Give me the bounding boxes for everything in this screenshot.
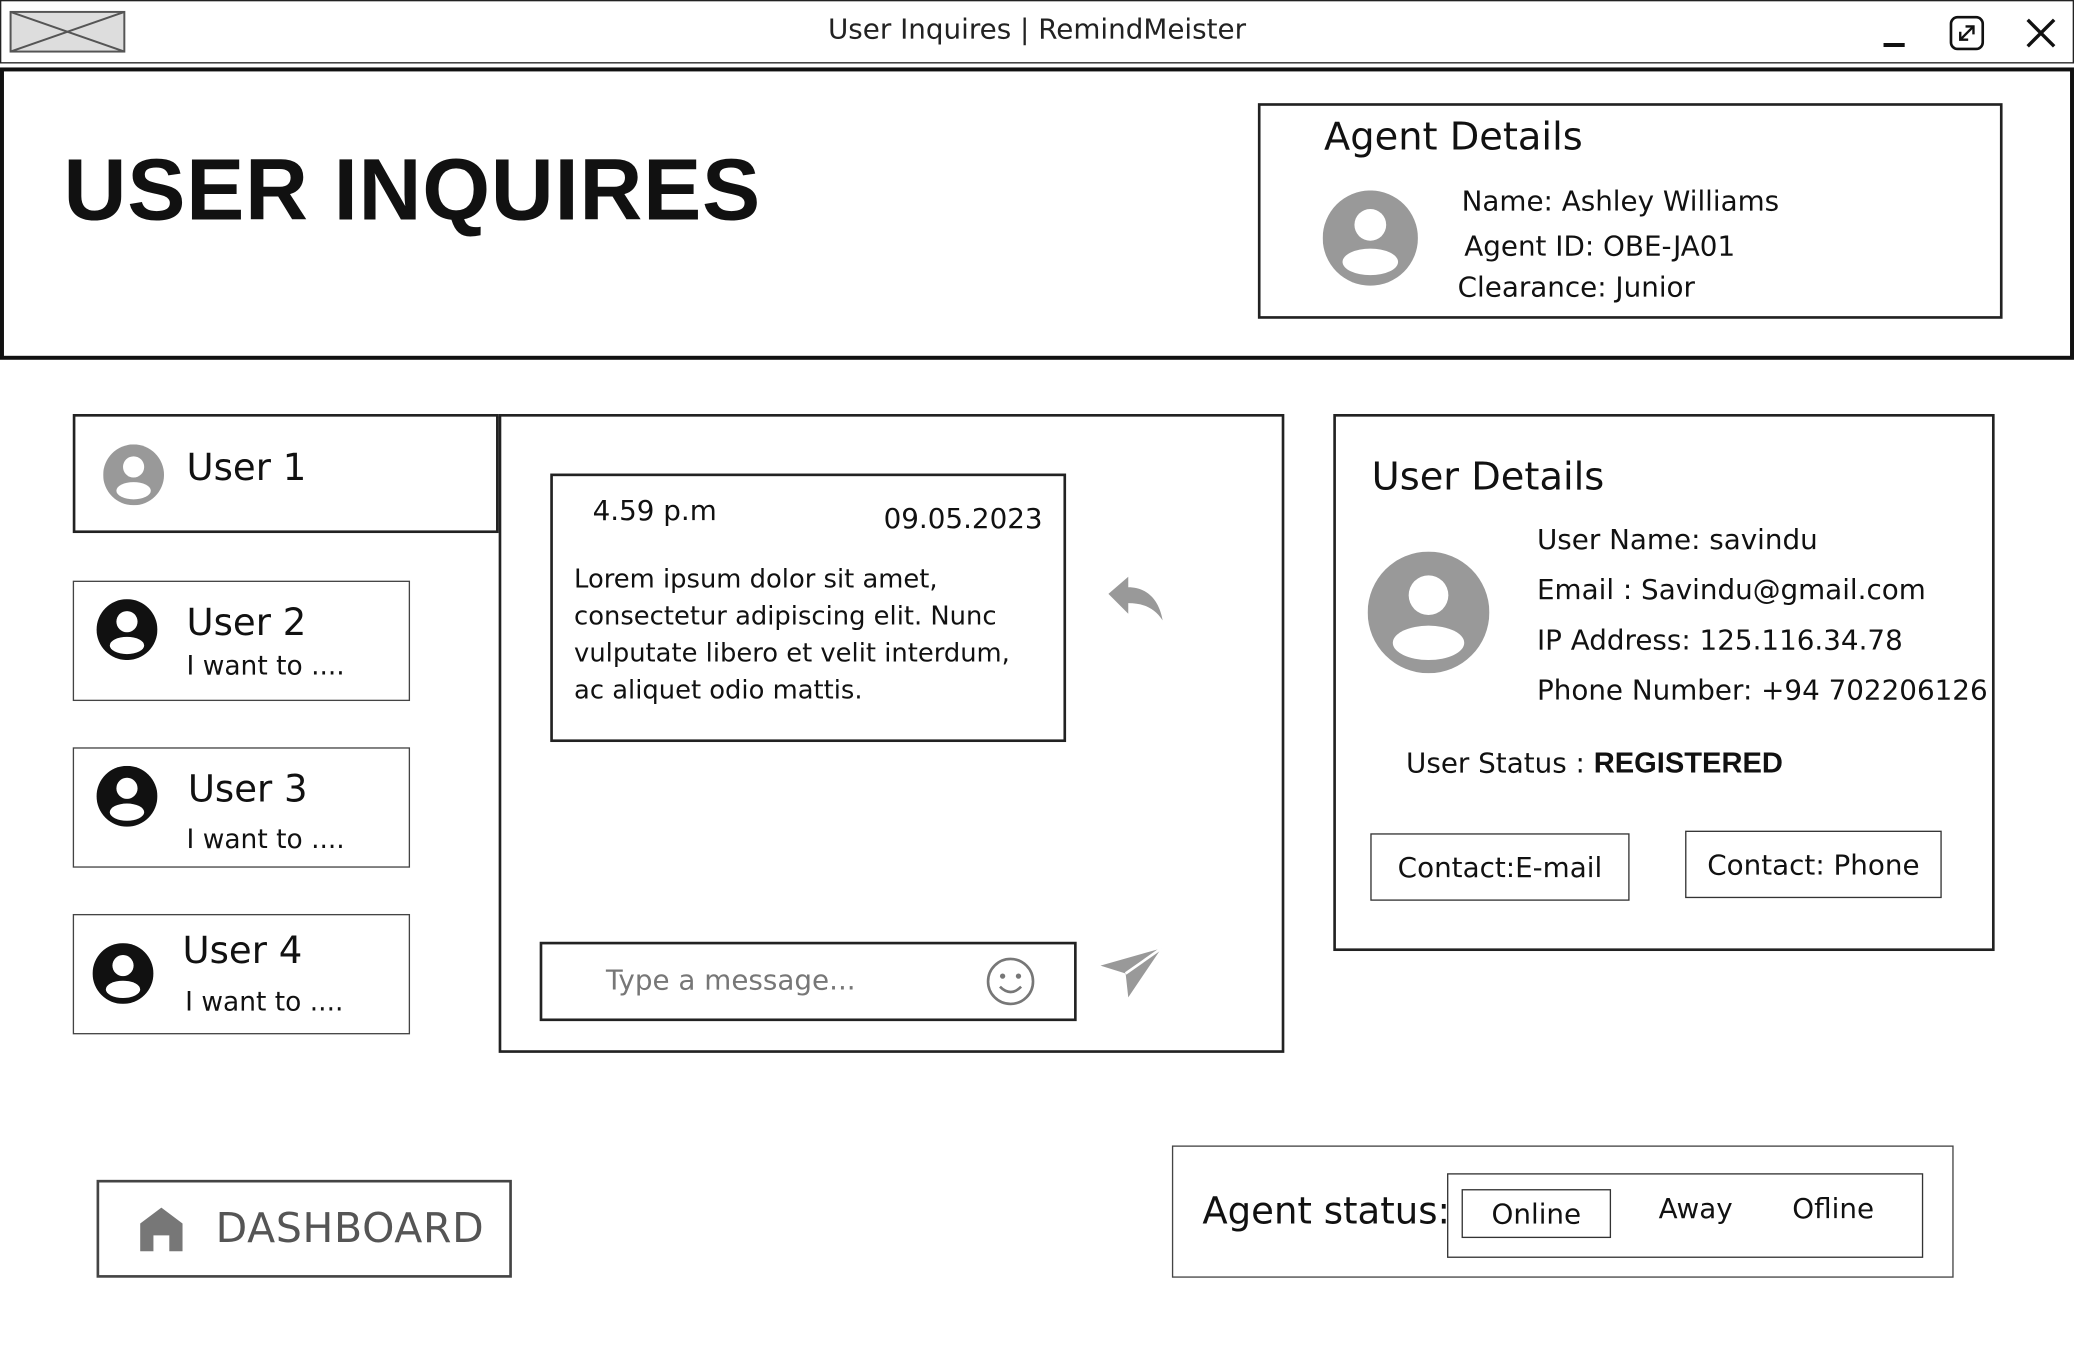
message-body: Lorem ipsum dolor sit amet, consectetur adipiscing elit. Nunc vulputate libero et velit interdum, ac aliquet odio mattis.	[574, 563, 1010, 705]
conversation-preview: I want to ....	[185, 985, 344, 1018]
conversation-item-user-3[interactable]	[73, 747, 410, 867]
contact-email-button[interactable]: Contact:E-mail	[1370, 833, 1629, 900]
message-date: 09.05.2023	[883, 502, 1043, 535]
conversation-item-user-2[interactable]	[73, 581, 410, 701]
agent-status-label: Agent status:	[1202, 1189, 1451, 1233]
user-status-value: REGISTERED	[1593, 746, 1783, 780]
status-option-away[interactable]: Away	[1658, 1193, 1733, 1225]
conversation-item-user-1[interactable]	[73, 414, 499, 533]
conversation-name: User 2	[186, 600, 307, 645]
user-status	[1406, 746, 1783, 780]
message-input[interactable]	[566, 952, 963, 1008]
window-title: User Inquires | RemindMeister	[827, 13, 1247, 45]
dashboard-label: DASHBOARD	[215, 1204, 485, 1253]
agent-id: Agent ID: OBE-JA01	[1464, 230, 1736, 262]
home-icon	[138, 1205, 186, 1253]
close-icon[interactable]	[2021, 13, 2061, 53]
conversation-preview: I want to ....	[186, 822, 345, 855]
minimize-icon[interactable]	[1874, 13, 1914, 53]
emoji-icon[interactable]	[985, 956, 1035, 1006]
user-avatar-icon	[97, 599, 158, 660]
conversation-name: User 1	[186, 445, 307, 490]
send-icon[interactable]	[1098, 944, 1164, 1000]
status-option-online[interactable]: Online	[1462, 1189, 1611, 1238]
user-phone-field: Phone Number: +94 702206126	[1536, 674, 1988, 707]
user-avatar-icon	[93, 943, 154, 1004]
agent-clearance: Clearance: Junior	[1457, 271, 1695, 303]
user-details-heading: User Details	[1371, 453, 1605, 499]
user-status-prefix: User Status :	[1406, 747, 1594, 780]
user-name-field: User Name: savindu	[1536, 523, 1818, 556]
user-ip-field: IP Address: 125.116.34.78	[1536, 624, 1903, 657]
contact-phone-button[interactable]: Contact: Phone	[1685, 831, 1942, 898]
status-option-offline[interactable]: Ofline	[1792, 1193, 1875, 1225]
conversation-name: User 3	[187, 767, 308, 811]
conversation-preview: I want to ....	[186, 649, 345, 682]
user-avatar-icon	[97, 766, 158, 827]
agent-details-heading: Agent Details	[1324, 113, 1583, 159]
user-avatar-icon	[103, 444, 164, 505]
page-title: USER INQUIRES	[63, 140, 761, 239]
message-time: 4.59 p.m	[592, 494, 717, 527]
reply-icon[interactable]	[1106, 573, 1167, 626]
agent-name: Name: Ashley Williams	[1461, 185, 1780, 217]
user-profile-avatar-icon	[1368, 552, 1490, 674]
agent-avatar-icon	[1323, 190, 1418, 285]
maximize-icon[interactable]	[1947, 13, 1987, 53]
user-email-field: Email : Savindu@gmail.com	[1536, 574, 1926, 606]
conversation-name: User 4	[182, 928, 303, 973]
conversation-item-user-4[interactable]	[73, 914, 410, 1034]
